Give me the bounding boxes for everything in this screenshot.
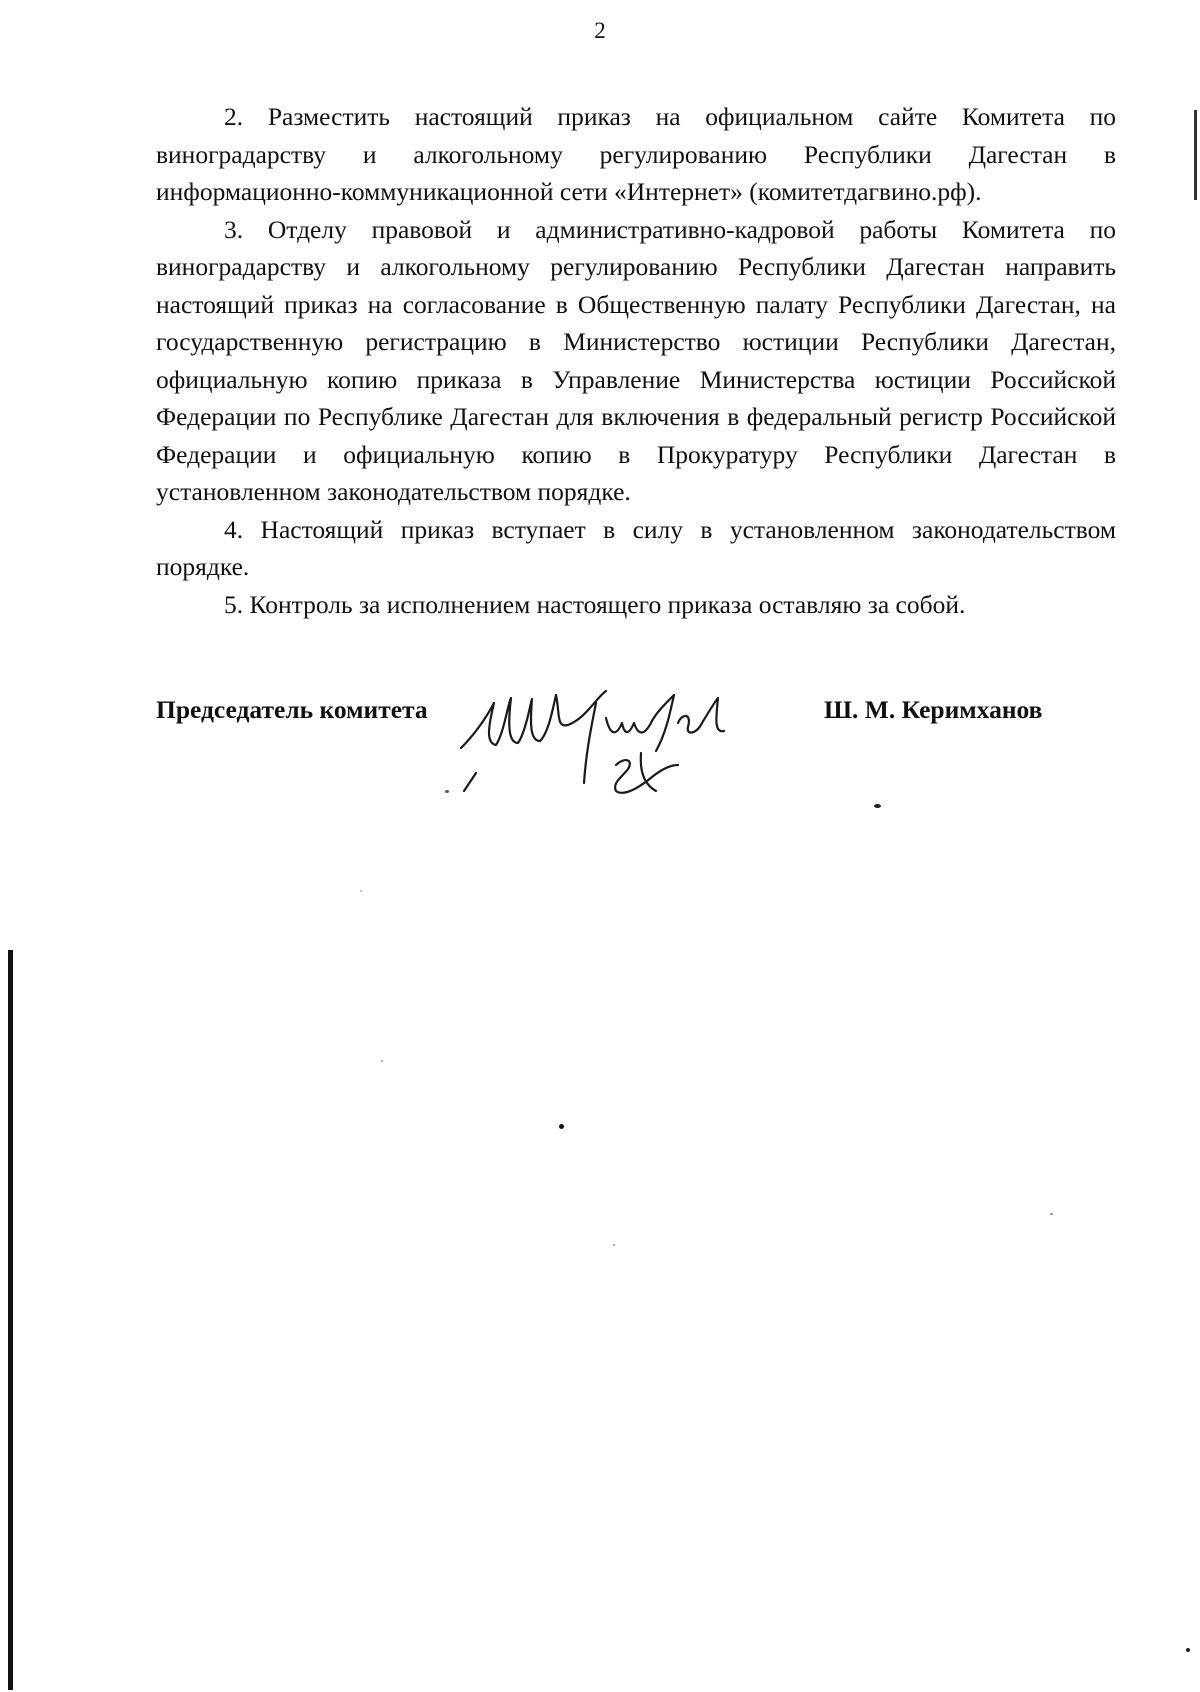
scan-speck [445,790,449,793]
signatory-name: Ш. М. Керимханов [824,695,1043,724]
document-body [156,98,1116,623]
scan-border-right [1194,110,1197,200]
scan-speck [381,1060,383,1062]
signatory-title: Председатель комитета [156,695,428,724]
scan-speck [613,1244,615,1246]
scan-border-left [8,950,13,1690]
handwritten-signature [456,673,786,803]
paragraph-5: 5. Контроль за исполнением настоящего приказа оставляю за собой. [224,589,966,619]
paragraph-2: 2. Разместить настоящий приказ на официальном сайте Комитета по виноградарству и алкогольному регулированию Республики Дагестан в информационно-коммуникационной сети «Интернет» (комитетдагвино.рф). [156,102,1116,206]
scan-speck [360,890,362,892]
signature-block [156,695,1076,805]
scan-speck [1186,1648,1190,1652]
scan-speck [874,804,881,808]
page-number: 2 [594,18,606,43]
paragraph-3: 3. Отделу правовой и административно-кадровой работы Комитета по виноградарству и алкогольному регулированию Республики Дагестан направить настоящий приказ на согласование в Общественную палату Республики Дагестан, на государственную регистрацию в Министерство юстиции Республики Дагестан, официальную копию приказа в Управление Министерства юстиции Российской Федерации по Республике Дагестан для включения в федеральный регистр Российской Федерации и официальную копию в Прокуратуру Республики Дагестан в установленном законодательством порядке. [156,214,1116,506]
paragraph-4: 4. Настоящий приказ вступает в силу в установленном законодательством порядке. [156,514,1116,581]
scan-speck [559,1124,564,1129]
scan-speck [1050,1213,1053,1215]
